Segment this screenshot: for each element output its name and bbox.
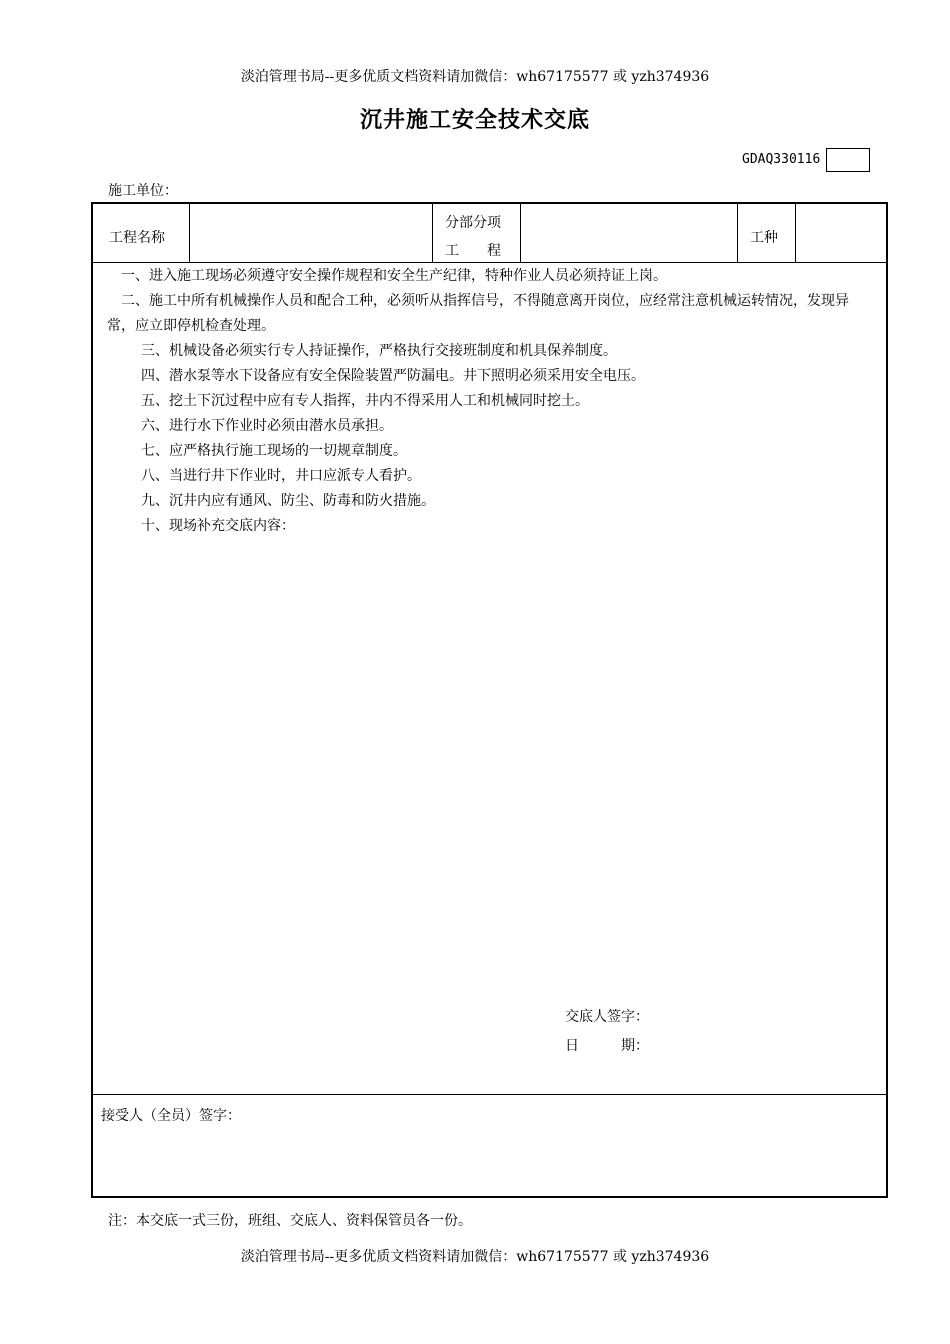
divider (520, 204, 521, 262)
construction-unit-label: 施工单位： (108, 183, 178, 199)
list-item: 二、施工中所有机械操作人员和配合工种，必须听从指挥信号，不得随意离开岗位，应经常注意机械运转情况，发现异常，应立即停机检查处理。 (107, 293, 849, 334)
divider (189, 204, 190, 262)
list-item: 十、现场补充交底内容： (141, 518, 295, 534)
list-item: 六、进行水下作业时必须由潜水员承担。 (141, 418, 393, 434)
list-item: 七、应严格执行施工现场的一切规章制度。 (141, 443, 407, 459)
list-item: 八、当进行井下作业时，井口应派专人看护。 (141, 468, 421, 484)
list-item: 九、沉井内应有通风、防尘、防毒和防火措施。 (141, 493, 435, 509)
divider (93, 262, 886, 263)
form-note: 注：本交底一式三份，班组、交底人、资料保管员各一份。 (108, 1213, 472, 1229)
discloser-sign-label: 交底人签字： (565, 1009, 649, 1025)
divider (93, 1094, 886, 1095)
code-suffix-field[interactable] (826, 148, 870, 172)
list-item: 五、挖土下沉过程中应有专人指挥，井内不得采用人工和机械同时挖土。 (141, 393, 589, 409)
list-item: 三、机械设备必须实行专人持证操作，严格执行交接班制度和机具保养制度。 (141, 343, 617, 359)
divider (737, 204, 738, 262)
list-item: 四、潜水泵等水下设备应有安全保险装置严防漏电。井下照明必须采用安全电压。 (141, 368, 645, 384)
receiver-sign-label: 接受人（全员）签字： (101, 1108, 241, 1124)
work-type-field[interactable] (797, 206, 886, 260)
project-name-field[interactable] (191, 206, 430, 260)
sub-project-field[interactable] (522, 206, 735, 260)
date-label: 日 期： (565, 1038, 649, 1054)
divider (432, 204, 433, 262)
list-item: 一、进入施工现场必须遵守安全操作规程和安全生产纪律，特种作业人员必须持证上岗。 (121, 268, 667, 284)
disclosure-form (91, 202, 888, 1198)
document-code: GDAQ330116 (742, 152, 821, 167)
work-type-label: 工种 (750, 230, 778, 246)
project-name-label: 工程名称 (109, 230, 165, 246)
disclosure-content (93, 264, 886, 539)
footer-note: 淡泊管理书局--更多优质文档资料请加微信：wh67175577 或 yzh374936 (240, 1249, 710, 1265)
header-note: 淡泊管理书局--更多优质文档资料请加微信：wh67175577 或 yzh374936 (240, 69, 710, 85)
sub-project-label-line2: 工 程 (445, 243, 501, 259)
sub-project-label-line1: 分部分项 (445, 215, 501, 231)
page-title: 沉井施工安全技术交底 (359, 108, 590, 133)
divider (795, 204, 796, 262)
